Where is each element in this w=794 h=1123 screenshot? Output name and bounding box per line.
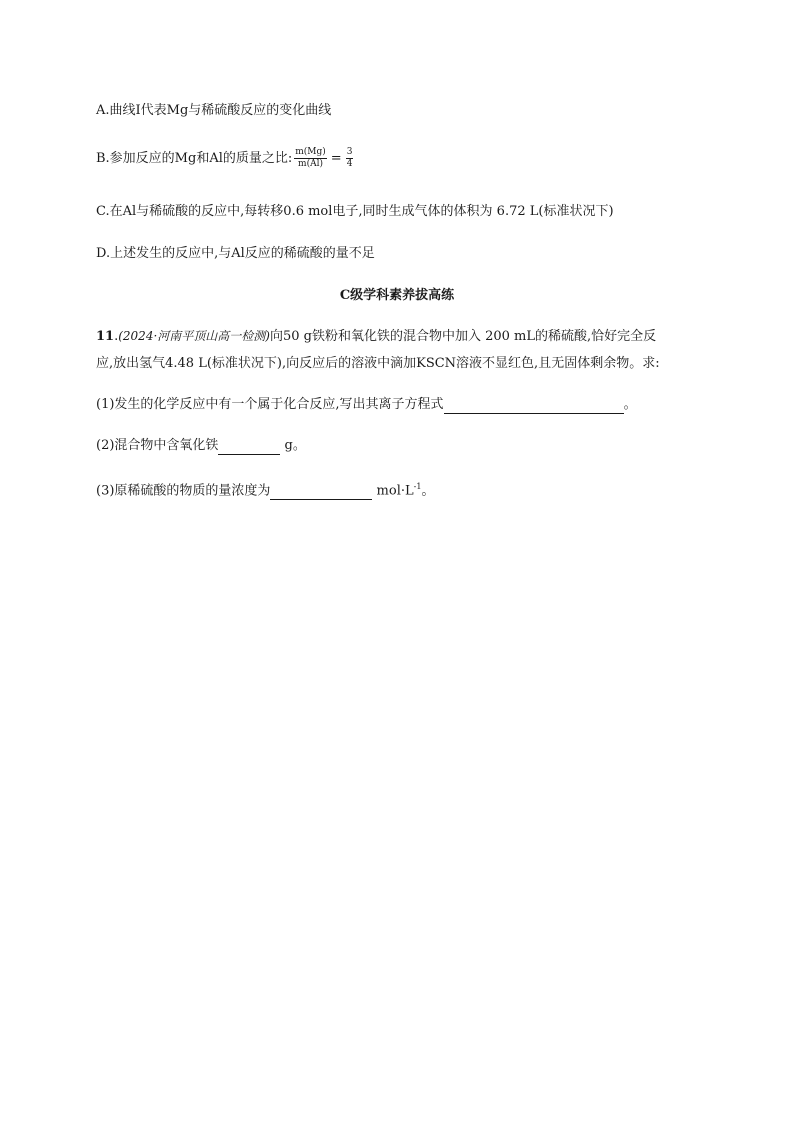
question-text-1: 向50 g铁粉和氧化铁的混合物中加入 200 mL的稀硫酸,恰好完全反 bbox=[269, 329, 657, 344]
unit-exponent: -1 bbox=[413, 482, 422, 491]
sub-question-3-end: 。 bbox=[421, 483, 435, 499]
equals-sign: = bbox=[330, 150, 342, 166]
sub-question-2 bbox=[96, 437, 306, 455]
sub-question-2-text: (2)混合物中含氧化铁 bbox=[96, 438, 219, 453]
sub-question-3 bbox=[96, 478, 434, 500]
option-b bbox=[96, 147, 355, 170]
sub-question-3-unit: mol·L bbox=[372, 483, 414, 499]
ratio-value-fraction bbox=[346, 147, 354, 170]
answer-blank-2[interactable] bbox=[218, 440, 280, 455]
ratio-value-numerator: 3 bbox=[346, 147, 353, 157]
answer-blank-3[interactable] bbox=[270, 485, 372, 500]
question-11-line-2: 应,放出氢气4.48 L(标准状况下),向反应后的溶液中滴加KSCN溶液不显红色,且无固体剩余物。求: bbox=[96, 356, 660, 371]
ratio-value-denominator: 4 bbox=[346, 159, 353, 169]
question-number: 11 bbox=[96, 329, 115, 344]
mass-ratio-fraction bbox=[294, 147, 327, 170]
answer-blank-1[interactable] bbox=[444, 399, 624, 414]
question-number-dot: . bbox=[114, 329, 119, 344]
sub-question-1-end: 。 bbox=[623, 397, 637, 412]
option-c: C.在Al与稀硫酸的反应中,每转移0.6 mol电子,同时生成气体的体积为 6.72 L(标准状况下) bbox=[96, 204, 614, 219]
sub-question-3-text: (3)原稀硫酸的物质的量浓度为 bbox=[96, 483, 271, 499]
section-title: C级学科素养拔高练 bbox=[339, 288, 455, 303]
option-a: A.曲线Ⅰ代表Mg与稀硫酸反应的变化曲线 bbox=[96, 103, 332, 118]
sub-question-1 bbox=[96, 396, 637, 414]
question-11-line-1 bbox=[96, 327, 656, 346]
sub-question-1-text: (1)发生的化学反应中有一个属于化合反应,写出其离子方程式 bbox=[96, 397, 444, 412]
option-b-text: B.参加反应的Mg和Al的质量之比: bbox=[96, 151, 293, 166]
sub-question-2-unit: g。 bbox=[280, 438, 306, 453]
mass-ratio-numerator: m(Mg) bbox=[295, 147, 326, 157]
question-source: (2024·河南平顶山高一检测) bbox=[118, 329, 270, 343]
mass-ratio-denominator: m(Al) bbox=[298, 159, 323, 169]
option-d: D.上述发生的反应中,与Al反应的稀硫酸的量不足 bbox=[96, 246, 375, 261]
